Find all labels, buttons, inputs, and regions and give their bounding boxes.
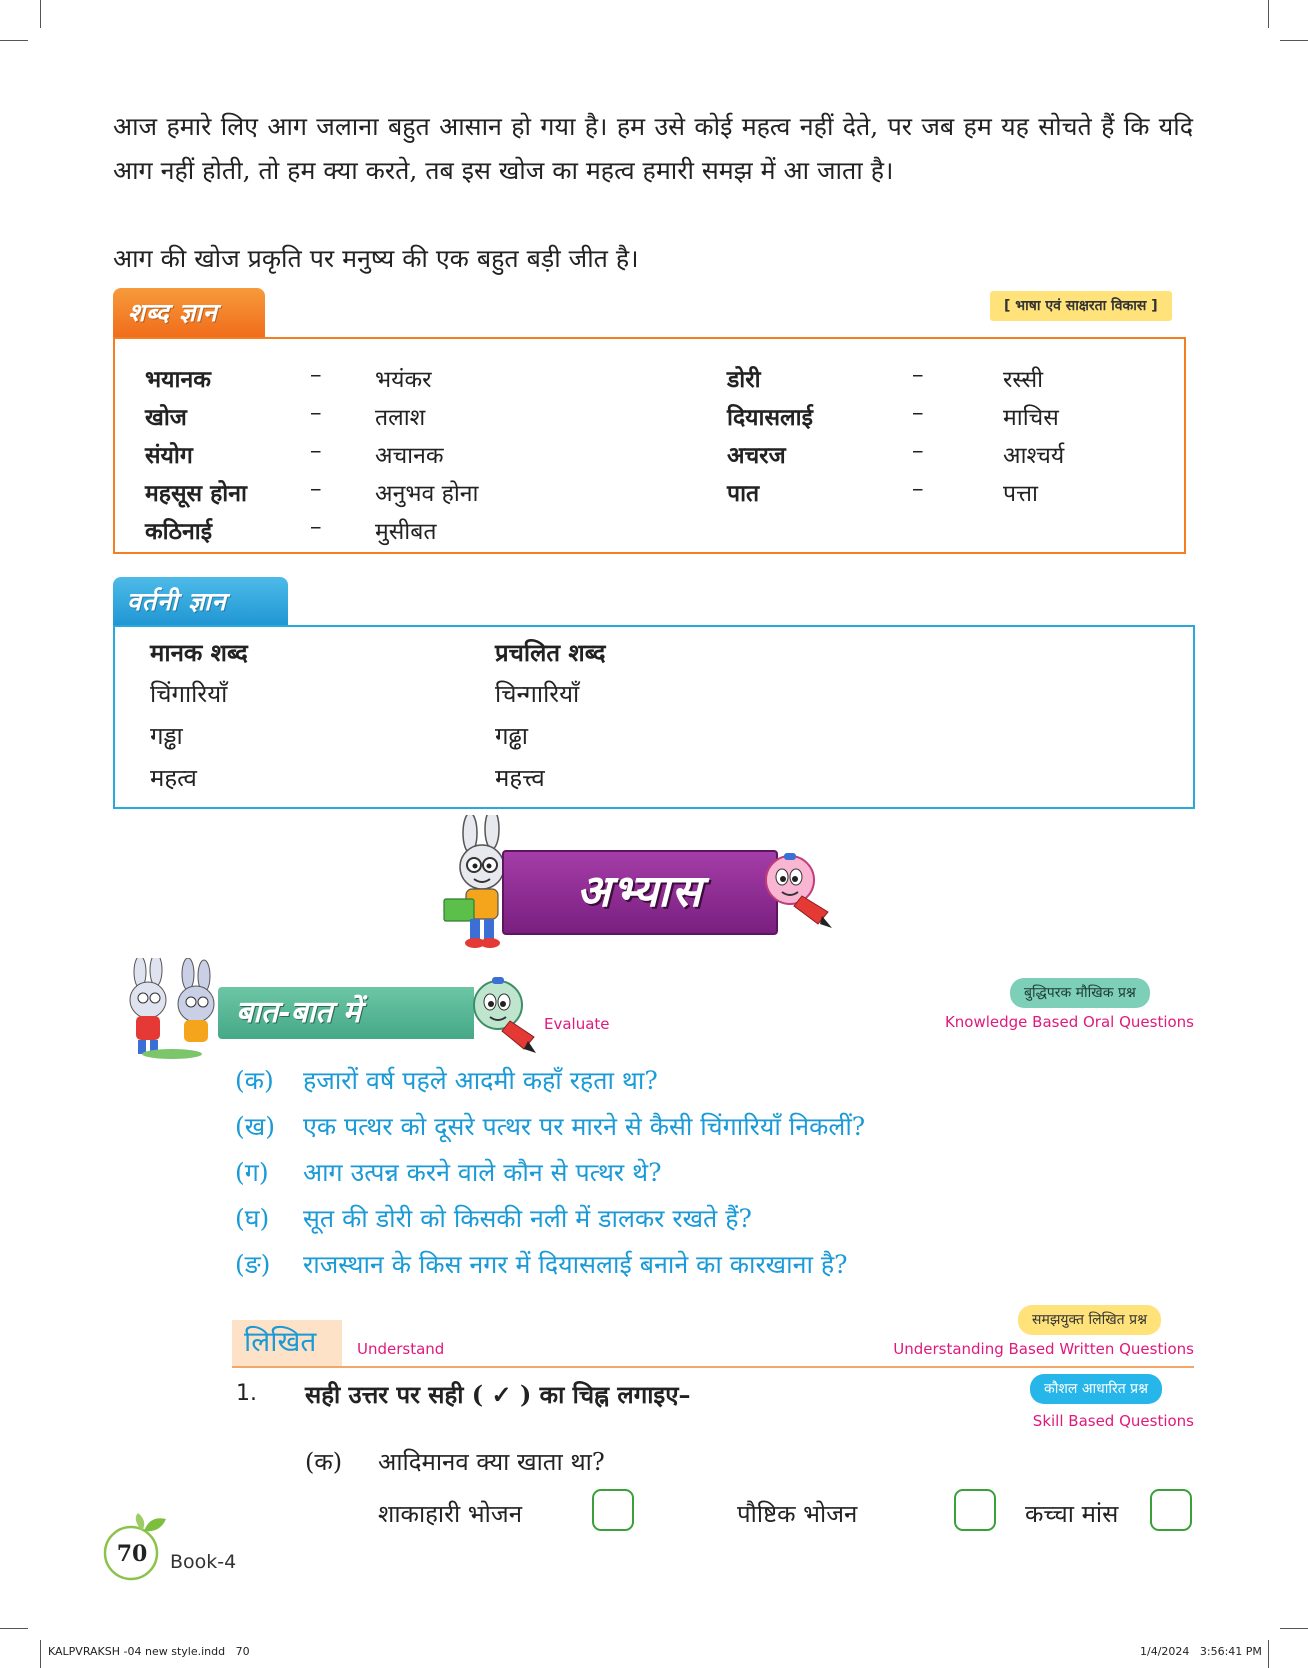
header-standard-word: मानक शब्द [150, 638, 248, 667]
crop-mark [0, 40, 28, 41]
rabbits-illustration [112, 958, 224, 1060]
abhyas-title: अभ्यास [576, 866, 704, 917]
crop-mark [1280, 1628, 1308, 1629]
vartani-gyan-title: वर्तनी ज्ञान [127, 587, 227, 616]
meaning: तलाश [375, 405, 426, 431]
crop-mark [1280, 40, 1308, 41]
page-number: 70 [116, 1541, 148, 1567]
question-label: (ङ) [235, 1250, 271, 1279]
question-text: हजारों वर्ष पहले आदमी कहाँ रहता था? [303, 1066, 658, 1095]
likhit-tab [232, 1320, 342, 1366]
meaning: आश्चर्य [1003, 443, 1065, 469]
vartani-gyan-tab [113, 577, 288, 627]
skill-questions-badge: कौशल आधारित प्रश्न [1030, 1374, 1162, 1404]
oral-questions-badge: बुद्धिपरक मौखिक प्रश्न [1010, 978, 1150, 1008]
word: भयानक [145, 366, 211, 393]
meaning: अचानक [375, 443, 444, 469]
word: डोरी [727, 366, 761, 393]
written-questions-badge: समझयुक्त लिखित प्रश्न [1018, 1305, 1161, 1335]
dash: – [912, 438, 924, 464]
word: पात [727, 480, 760, 507]
option-checkbox[interactable] [1150, 1489, 1192, 1531]
dash: – [310, 476, 322, 502]
shabd-gyan-title: शब्द ज्ञान [128, 298, 218, 327]
dash: – [310, 438, 322, 464]
skill-questions-subtitle: Skill Based Questions [1032, 1412, 1194, 1430]
sub-question-label: (क) [305, 1448, 343, 1476]
oral-questions-subtitle: Knowledge Based Oral Questions [944, 1013, 1194, 1031]
page-number-badge [100, 1513, 170, 1583]
written-questions-subtitle: Understanding Based Written Questions [893, 1340, 1194, 1358]
baat-baat-title: बात-बात में [236, 995, 361, 1030]
standard-word: गड्ढा [150, 722, 183, 750]
abhyas-banner [502, 850, 778, 935]
intro-paragraph: आज हमारे लिए आग जलाना बहुत आसान हो गया है। हम उसे कोई महत्व नहीं देते, पर जब हम यह सोचते हैं कि यदि आग नहीं होती, तो हम क्या करते, तब इस खोज का महत्व हमारी समझ में आ जाता है। [113, 112, 1193, 185]
likhit-title: लिखित [244, 1325, 317, 1358]
oral-question [235, 1109, 865, 1143]
word: खोज [145, 404, 187, 431]
meaning: अनुभव होना [375, 481, 479, 507]
question-label: (ग) [235, 1158, 269, 1187]
option-label: कच्चा मांस [1025, 1500, 1119, 1528]
timestamp: 1/4/2024 3:56:41 PM [1140, 1645, 1262, 1658]
evaluate-label: Evaluate [544, 1015, 610, 1033]
standard-word: महत्व [150, 764, 197, 792]
word: कठिनाई [145, 518, 212, 545]
oral-question [235, 1063, 658, 1097]
dash: – [310, 514, 322, 540]
book-label: Book-4 [170, 1551, 237, 1573]
meaning: माचिस [1003, 405, 1059, 431]
baat-baat-banner [218, 987, 474, 1039]
question-text: सूत की डोरी को किसकी नली में डालकर रखते हैं? [303, 1204, 752, 1233]
dash: – [310, 400, 322, 426]
question-text: एक पत्थर को दूसरे पत्थर पर मारने से कैसी चिंगारियाँ निकलीं? [303, 1112, 866, 1141]
vartani-gyan-box [113, 625, 1195, 809]
word: महसूस होना [145, 480, 247, 507]
option-label: पौष्टिक भोजन [737, 1500, 858, 1528]
option-checkbox[interactable] [592, 1489, 634, 1531]
word: अचरज [727, 442, 786, 469]
sub-question-text: आदिमानव क्या खाता था? [378, 1448, 605, 1476]
header-common-word: प्रचलित शब्द [495, 638, 606, 667]
meaning: रस्सी [1003, 367, 1044, 393]
pencil-mascot-icon [468, 973, 538, 1055]
question-text: आग उत्पन्न करने वाले कौन से पत्थर थे? [303, 1158, 662, 1187]
question-label: (ख) [235, 1112, 275, 1141]
likhit-divider [232, 1366, 1194, 1368]
oral-question [235, 1155, 661, 1189]
crop-mark [40, 1640, 41, 1668]
oral-question [235, 1247, 848, 1281]
question-label: (क) [235, 1066, 274, 1095]
question-number: 1. [236, 1381, 257, 1406]
dash: – [912, 362, 924, 388]
common-word: गढ्ढा [495, 722, 529, 750]
file-info: KALPVRAKSH -04 new style.indd 70 [48, 1645, 250, 1658]
word: दियासलाई [727, 404, 813, 431]
standard-word: चिंगारियाँ [150, 680, 228, 708]
intro-conclusion: आग की खोज प्रकृति पर मनुष्य की एक बहुत बड़ी जीत है। [113, 244, 639, 273]
question-label: (घ) [235, 1204, 270, 1233]
dash: – [310, 362, 322, 388]
pencil-mascot-icon [762, 850, 834, 930]
dash: – [912, 476, 924, 502]
shabd-gyan-tab [113, 288, 265, 338]
question-text: राजस्थान के किस नगर में दियासलाई बनाने का कारखाना है? [303, 1250, 848, 1279]
crop-mark [40, 0, 41, 28]
question-instruction: सही उत्तर पर सही ( ✓ ) का चिह्न लगाइए– [305, 1380, 691, 1409]
meaning: पत्ता [1003, 481, 1038, 507]
word: संयोग [145, 442, 193, 469]
common-word: महत्त्व [495, 764, 545, 792]
crop-mark [1268, 0, 1269, 28]
meaning: मुसीबत [375, 519, 437, 545]
crop-mark [0, 1628, 28, 1629]
option-label: शाकाहारी भोजन [378, 1500, 523, 1528]
common-word: चिन्गारियाँ [495, 680, 580, 708]
meaning: भयंकर [375, 367, 432, 393]
crop-mark [1268, 1640, 1269, 1668]
option-checkbox[interactable] [954, 1489, 996, 1531]
oral-question [235, 1201, 752, 1235]
dash: – [912, 400, 924, 426]
understand-label: Understand [357, 1340, 445, 1358]
language-literacy-tag: [ भाषा एवं साक्षरता विकास ] [990, 291, 1172, 321]
